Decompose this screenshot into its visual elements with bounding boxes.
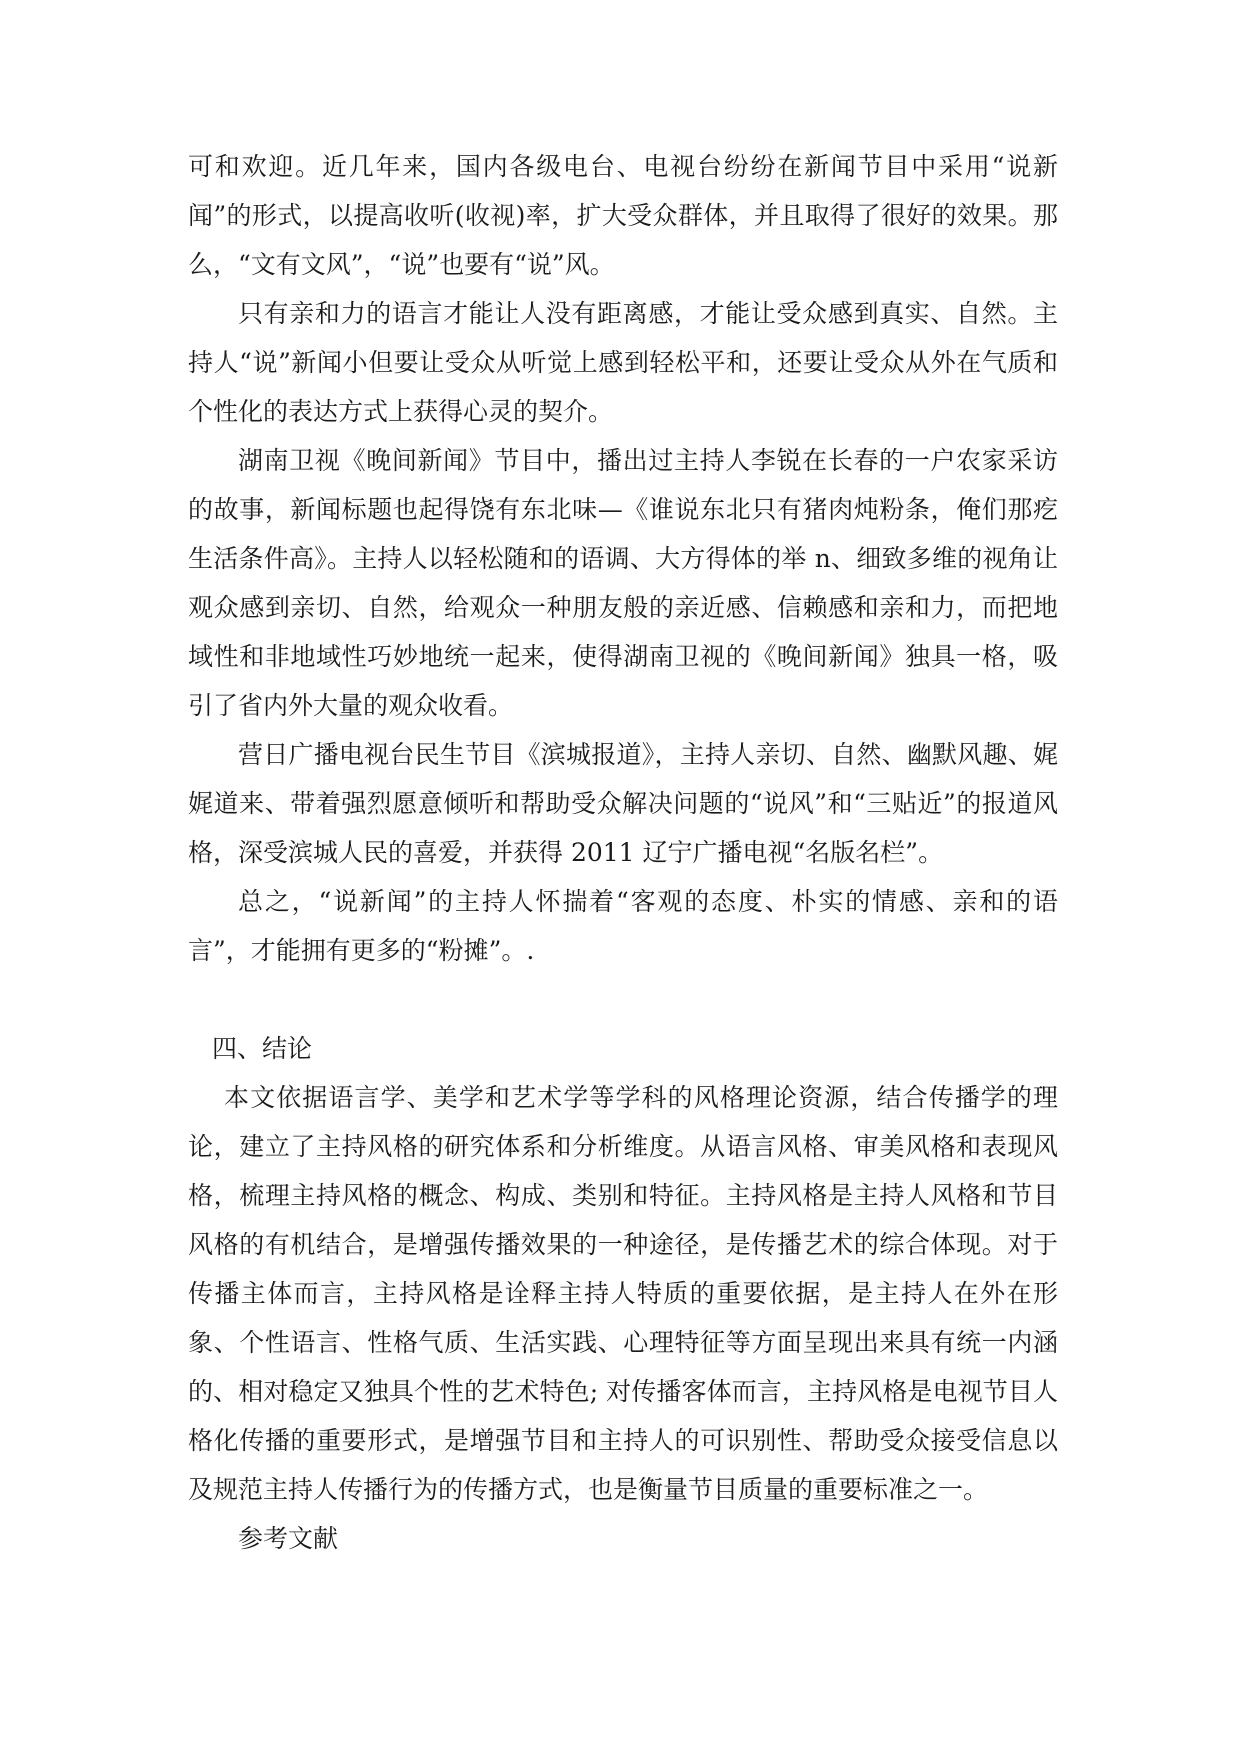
paragraph-summary: 总之，“说新闻”的主持人怀揣着“客观的态度、朴实的情感、亲和的语言”，才能拥有更多的“粉摊”。. — [188, 887, 1058, 965]
section-heading: 四、结论 — [212, 1034, 313, 1063]
paragraph-hunan-example: 湖南卫视《晚间新闻》节目中，播出过主持人李锐在长春的一户农家采访的故事，新闻标题也起得饶有东北味—《谁说东北只有猪肉炖粉条，俺们那疙生活条件高》。主持人以轻松随和的语调、大方得体的举 n、细致多维的视角让观众感到亲切、自然，给观众一种朋友般的亲近感、信赖感和亲和力，而把地域性和非地域性巧妙地统一起来，使得湖南卫视的《晚间新闻》独具一格，吸引了省内外大量的观众收看。 — [188, 446, 1058, 720]
paragraph-yingkou-example: 营日广播电视台民生节目《滨城报道》，主持人亲切、自然、幽默风趣、娓娓道来、带着强烈愿意倾听和帮助受众解决问题的“说风”和“三贴近”的报道风格，深受滨城人民的喜爱，并获得 2011 辽宁广播电视“名版名栏”。 — [188, 740, 1058, 867]
paragraph-affinity: 只有亲和力的语言才能让人没有距离感，才能让受众感到真实、自然。主持人“说”新闻小但要让受众从听觉上感到轻松平和，还要让受众从外在气质和个性化的表达方式上获得心灵的契介。 — [188, 299, 1058, 426]
conclusion-paragraph: 本文依据语言学、美学和艺术学等学科的风格理论资源，结合传播学的理论，建立了主持风格的研究体系和分析维度。从语言风格、审美风格和表现风格，梳理主持风格的概念、构成、类别和特征。主持风格是主持人风格和节目风格的有机结合，是增强传播效果的一种途径，是传播艺术的综合体现。对于传播主体而言，主持风格是诠释主持人特质的重要依据，是主持人在外在形象、个性语言、性格气质、生活实践、心理特征等方面呈现出来具有统一内涵的、相对稳定又独具个性的艺术特色; 对传播客体而言，主持风格是电视节目人格化传播的重要形式，是增强节目和主持人的可识别性、帮助受众接受信息以及规范主持人传播行为的传播方式，也是衡量节目质量的重要标准之一。 — [188, 1083, 1058, 1504]
references-label: 参考文献 — [238, 1524, 339, 1553]
paragraph-continued: 可和欢迎。近几年来，国内各级电台、电视台纷纷在新闻节目中采用“说新闻”的形式，以提高收听(收视)率，扩大受众群体，并且取得了很好的效果。那么，“文有文风”，“说”也要有“说”风。 — [188, 152, 1058, 279]
document-body — [188, 142, 1058, 1563]
